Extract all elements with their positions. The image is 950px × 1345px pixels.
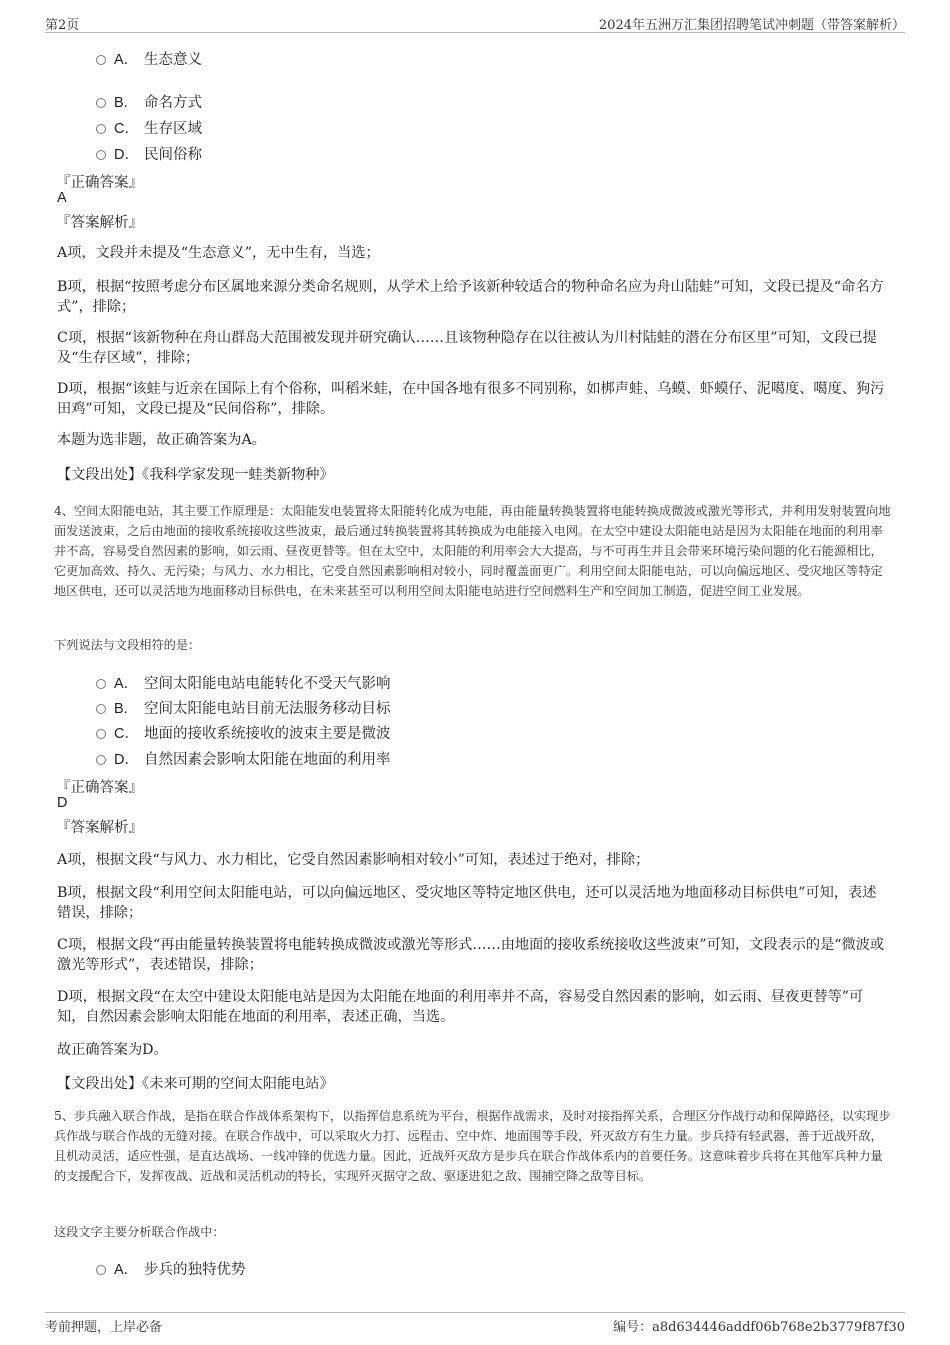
q4-analysis-a: A项，根据文段“与风力、水力相比，它受自然因素影响相对较小”可知，表述过于绝对，排除； xyxy=(57,852,650,868)
radio-icon[interactable] xyxy=(96,55,106,65)
option-text: 命名方式 xyxy=(144,95,202,111)
radio-icon[interactable] xyxy=(96,679,106,689)
q4-analysis-c: C项，根据文段“再由能量转换装置将电能转换成微波或激光等形式……由地面的接收系统接收这些波束”可知，文段表示的是“微波或激光等形式”，表述错误，排除； xyxy=(57,937,885,973)
document-title: 2024年五洲万汇集团招聘笔试冲刺题（带答案解析） xyxy=(598,18,905,33)
option-text: 地面的接收系统接收的波束主要是微波 xyxy=(144,726,391,742)
option-key: B. xyxy=(114,95,128,111)
q3-analysis-b: B项，根据“按照考虑分布区属地来源分类命名规则，从学术上给予该新种较适合的物种命名应为舟山陆蛙”可知，文段已提及“命名方式”，排除； xyxy=(57,279,884,315)
option-text: 步兵的独特优势 xyxy=(144,1262,246,1278)
option-key: A． xyxy=(114,1262,139,1278)
q3-analysis-a: A项，文段并未提及“生态意义”，无中生有，当选； xyxy=(57,245,380,261)
q4-option-a[interactable] xyxy=(96,672,391,693)
radio-icon[interactable] xyxy=(96,704,106,714)
q3-option-a[interactable] xyxy=(96,48,202,69)
option-key: D． xyxy=(114,752,139,768)
q4-source: 【文段出处】《未来可期的空间太阳能电站》 xyxy=(57,1076,334,1092)
page-footer xyxy=(45,1312,905,1337)
option-text: 空间太阳能电站目前无法服务移动目标 xyxy=(144,701,391,717)
q3-option-b[interactable] xyxy=(96,91,202,112)
radio-icon[interactable] xyxy=(96,150,106,160)
q4-conclusion: 故正确答案为D。 xyxy=(57,1042,168,1058)
q3-source: 【文段出处】《我科学家发现一蛙类新物种》 xyxy=(57,467,334,483)
q3-analysis-c: C项，根据“该新物种在舟山群岛大范围被发现并研究确认……且该物种隐存在以往被认为川村陆蛙的潜在分布区里”可知，文段已提及“生存区域”，排除； xyxy=(57,330,877,366)
option-text: 生存区域 xyxy=(144,121,202,137)
radio-icon[interactable] xyxy=(96,124,106,134)
radio-icon[interactable] xyxy=(96,1265,106,1275)
radio-icon[interactable] xyxy=(96,98,106,108)
q3-analysis-label: 『答案解析』 xyxy=(56,215,143,231)
q5-passage: 5、步兵融入联合作战，是指在联合作战体系架构下，以指挥信息系统为平台，根据作战需求，及时对接指挥关系，合理区分作战行动和保障路径，以实现步兵作战与联合作战的无缝对接。在联合作战中，可以采取火力打、远程击、空中炸、地面围等手段，歼灭敌方有生力量。步兵持有轻武器，善于近战歼敌，且机动灵活，适应性强，是直达战场、一线冲锋的优选力量。因此，近战歼灭敌方是步兵在联合作战体系内的首要任务。这意味着步兵将在其他军兵种力量的支援配合下，发挥夜战、近战和灵活机动的特长，实现歼灭据守之敌、驱逐进犯之敌、围捕空降之敌等目标。 xyxy=(54,1109,891,1183)
option-key: D． xyxy=(114,147,139,163)
document-code: 编号：a8d634446addf06b768e2b3779f87f30 xyxy=(613,1320,905,1335)
option-key: A． xyxy=(114,52,139,68)
q4-option-d[interactable] xyxy=(96,748,391,769)
q3-option-d[interactable] xyxy=(96,143,202,164)
radio-icon[interactable] xyxy=(96,729,106,739)
q4-option-c[interactable] xyxy=(96,722,391,743)
q4-option-b[interactable] xyxy=(96,697,391,718)
q4-analysis-b: B项，根据文段“利用空间太阳能电站，可以向偏远地区、受灾地区等特定地区供电，还可以灵活地为地面移动目标供电”可知，表述错误，排除； xyxy=(57,885,877,921)
q3-option-c[interactable] xyxy=(96,117,202,138)
option-text: 空间太阳能电站电能转化不受天气影响 xyxy=(144,676,391,692)
q3-answer-label: 『正确答案』 xyxy=(56,175,143,191)
page-number: 第2页 xyxy=(45,18,80,33)
option-text: 民间俗称 xyxy=(144,147,202,163)
radio-icon[interactable] xyxy=(96,755,106,765)
q4-stem: 下列说法与文段相符的是： xyxy=(54,638,201,652)
option-text: 生态意义 xyxy=(144,52,202,68)
q4-answer-label: 『正确答案』 xyxy=(56,780,143,796)
q5-stem: 这段文字主要分析联合作战中： xyxy=(54,1225,225,1239)
footer-slogan: 考前押题，上岸必备 xyxy=(45,1320,163,1335)
q3-answer: A xyxy=(57,190,67,206)
page-header xyxy=(45,12,905,33)
option-text: 自然因素会影响太阳能在地面的利用率 xyxy=(144,752,391,768)
q4-analysis-label: 『答案解析』 xyxy=(56,820,143,836)
q3-analysis-d: D项，根据“该蛙与近亲在国际上有个俗称，叫稻米蛙，在中国各地有很多不同别称，如梆声蛙、乌蟆、虾蟆仔、泥噶度、噶度、狗污田鸡”可知，文段已提及“民间俗称”，排除。 xyxy=(57,381,885,417)
option-key: C． xyxy=(114,121,139,137)
option-key: B. xyxy=(114,701,128,717)
q4-passage: 4、空间太阳能电站，其主要工作原理是：太阳能发电装置将太阳能转化成为电能，再由能量转换装置将电能转换成微波或激光等形式，并利用发射装置向地面发送波束，之后由地面的接收系统接收这些波束，最后通过转换装置将其转换成为电能接入电网。在太空中建设太阳能电站是因为太阳能在地面的利用率并不高，容易受自然因素的影响，如云雨、昼夜更替等。但在太空中，太阳能的利用率会大大提高，与不可再生并且会带来环境污染问题的化石能源相比，它更加高效、持久、无污染；与风力、水力相比，它受自然因素影响相对较小，同时覆盖面更广。利用空间太阳能电站，可以向偏远地区、受灾地区等特定地区供电，还可以灵活地为地面移动目标供电，在未来甚至可以利用空间太阳能电站进行空间燃料生产和空间加工制造，促进空间工业发展。 xyxy=(54,504,891,598)
option-key: A． xyxy=(114,676,139,692)
q4-analysis-d: D项，根据文段“在太空中建设太阳能电站是因为太阳能在地面的利用率并不高，容易受自然因素的影响，如云雨、昼夜更替等”可知，自然因素会影响太阳能在地面的利用率，表述正确，当选。 xyxy=(57,989,864,1025)
q5-option-a[interactable] xyxy=(96,1258,246,1279)
q3-conclusion: 本题为选非题，故正确答案为A。 xyxy=(57,432,266,448)
option-key: C． xyxy=(114,726,139,742)
q4-answer: D xyxy=(57,795,68,811)
